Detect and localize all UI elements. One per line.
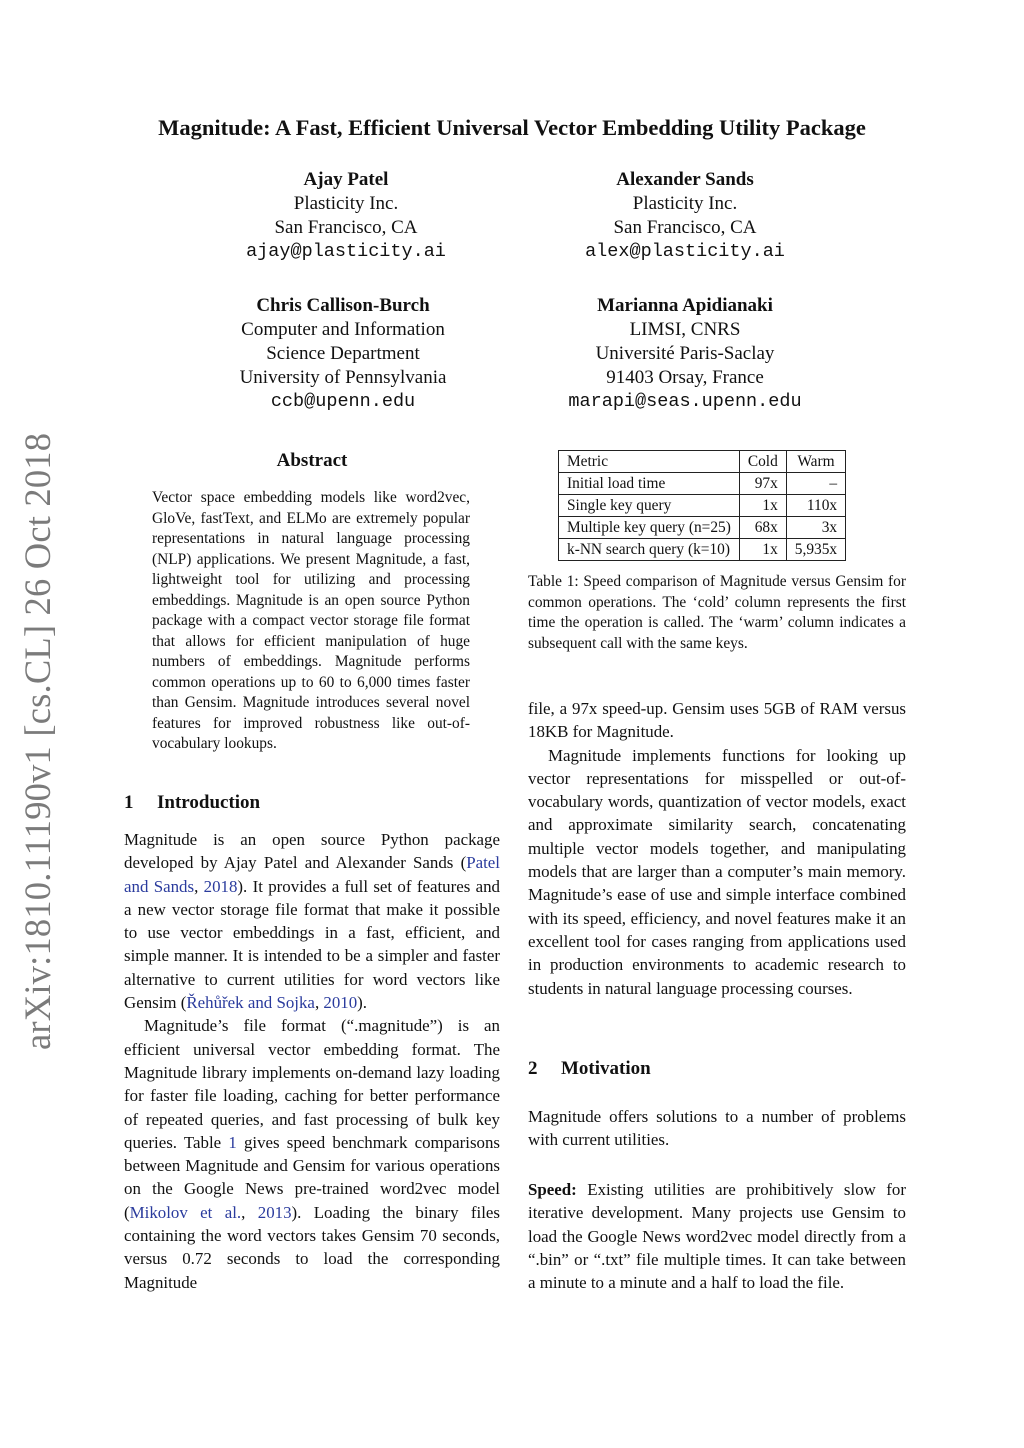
section-title: Motivation: [561, 1058, 651, 1079]
author-email: alex@plasticity.ai: [585, 241, 785, 262]
table-row: [559, 517, 846, 539]
table-row: [559, 539, 846, 561]
table-cell: Initial load time: [559, 473, 740, 495]
motivation-paragraph-1: Magnitude offers solutions to a number of problems with current utilities.: [528, 1107, 906, 1150]
table-header-cell: Warm: [786, 451, 845, 473]
table-cell: Single key query: [559, 495, 740, 517]
intro-paragraph-2-continued: file, a 97x speed-up. Gensim uses 5GB of RAM versus 18KB for Magnitude.: [528, 699, 906, 742]
author-name: Chris Callison-Burch: [256, 295, 430, 316]
text-run: ,: [194, 876, 204, 896]
paper-title: Magnitude: A Fast, Efficient Universal Vector Embedding Utility Package: [158, 115, 866, 140]
table-cell: 1x: [739, 495, 786, 517]
text-run: ,: [241, 1202, 258, 1222]
speed-label: Speed:: [528, 1180, 577, 1199]
citation-link[interactable]: Řehůřek and Sojka: [186, 993, 315, 1013]
author-affiliation: 91403 Orsay, France: [606, 367, 764, 388]
text-run: ). Loading the binary files containing the word vectors takes Gensim 70 seconds, versus 0.72 seconds to load the corresponding Magnitude: [124, 1202, 500, 1292]
author-affiliation: Computer and Information: [241, 319, 445, 340]
table-caption: Table 1: Speed comparison of Magnitude versus Gensim for common operations. The ‘cold’ column represents the first time the operation is called. The ‘warm’ column indicates a subsequent call with the same keys.: [528, 573, 906, 652]
citation-link[interactable]: Mikolov et al.: [129, 1202, 242, 1222]
author-name: Marianna Apidianaki: [597, 295, 773, 316]
citation-year-link[interactable]: 2010: [323, 993, 358, 1013]
motivation-speed-paragraph: [528, 1178, 906, 1294]
left-column-text: [124, 828, 500, 1294]
author-email: marapi@seas.upenn.edu: [568, 391, 802, 412]
author-affiliation: Plasticity Inc.: [293, 193, 399, 214]
table-cell: –: [786, 473, 845, 495]
author-email: ccb@upenn.edu: [270, 391, 416, 412]
citation-year-link[interactable]: 2013: [257, 1202, 292, 1222]
speed-comparison-table: [558, 450, 846, 561]
table-cell: 97x: [739, 473, 786, 495]
text-run: ,: [314, 993, 324, 1013]
section-title: Introduction: [157, 792, 261, 813]
author-affiliation: Université Paris-Saclay: [595, 343, 775, 364]
table-reference-link[interactable]: 1: [228, 1132, 237, 1152]
abstract-heading: Abstract: [276, 450, 348, 471]
table-cell: k-NN search query (k=10): [559, 539, 740, 561]
author-block-3: [173, 294, 513, 414]
author-block-2: [515, 168, 855, 264]
speed-text: Existing utilities are prohibitively slow for iterative development. Many projects use Gensim to load the Google News word2vec model directly from a “.bin” or “.txt” file multiple times. It can take between a minute to a minute and a half to load the file.: [528, 1180, 906, 1293]
citation-link[interactable]: Patel and Sands: [124, 853, 500, 896]
text-run: gives speed benchmark comparisons between Magnitude and Gensim for various operations on the Google News pre-trained word2vec model (: [124, 1132, 500, 1222]
author-block-4: [515, 294, 855, 414]
table-cell: 3x: [786, 517, 845, 539]
section-number: 2: [528, 1058, 538, 1079]
author-name: Alexander Sands: [616, 169, 754, 190]
section-heading-motivation: [528, 1058, 651, 1080]
author-affiliation: San Francisco, CA: [613, 217, 757, 238]
author-block-1: [176, 168, 516, 264]
author-affiliation: LIMSI, CNRS: [629, 319, 741, 340]
text-run: ). It provides a full set of features and a new vector storage file format that make it possible to use vector embeddings in a fast, efficient, and simple manner. It is intended to be a simpler and faster alternative to current utilities for word vectors like Gensim (: [124, 876, 500, 1013]
author-affiliation: University of Pennsylvania: [239, 367, 447, 388]
text-run: Magnitude is an open source Python package developed by Ajay Patel and Alexander Sands (: [124, 830, 500, 873]
text-run: Magnitude’s file format (“.magnitude”) is an efficient universal vector embedding format. The Magnitude library implements on-demand lazy loading for faster file loading, caching for better performance of repeated queries, and fast processing of bulk key queries. Table: [124, 1016, 500, 1152]
citation-year-link[interactable]: 2018: [203, 876, 238, 896]
table-row: [559, 473, 846, 495]
author-affiliation: San Francisco, CA: [274, 217, 418, 238]
intro-paragraph-1: [124, 828, 500, 1014]
author-affiliation: Science Department: [266, 343, 420, 364]
table-cell: 5,935x: [786, 539, 845, 561]
abstract-text: Vector space embedding models like word2vec, GloVe, fastText, and ELMo are extremely popular representations in natural language processing (NLP) applications. We present Magnitude, a fast, lightweight tool for utilizing and processing embeddings. Magnitude is an open source Python package with a compact vector storage file format that allows for efficient manipulation of huge numbers of embeddings. Magnitude performs common operations up to 60 to 6,000 times faster than Gensim. Magnitude introduces several novel features for improved robustness like out-of-vocabulary lookups.: [152, 489, 470, 752]
section-number: 1: [124, 792, 134, 813]
arxiv-identifier-stamp: arXiv:1810.11190v1 [cs.CL] 26 Oct 2018: [17, 432, 58, 1050]
text-run: ).: [357, 993, 368, 1013]
right-column-text: [528, 697, 906, 1000]
intro-paragraph-3: Magnitude implements functions for looking up vector representations for misspelled or out-of-vocabulary words, quantization of vector models, exact and approximate similarity search, concatenating multiple vector models together, and manipulating models that are larger than a computer’s main memory. Magnitude’s ease of use and simple interface combined with its speed, efficiency, and novel features make it an excellent tool for cases ranging from applications used in production environments to academic research to students in natural language processing courses.: [528, 745, 906, 998]
table-cell: 68x: [739, 517, 786, 539]
author-affiliation: Plasticity Inc.: [632, 193, 738, 214]
table-cell: Multiple key query (n=25): [559, 517, 740, 539]
author-name: Ajay Patel: [303, 169, 389, 190]
table-header-cell: Cold: [739, 451, 786, 473]
author-email: ajay@plasticity.ai: [246, 241, 446, 262]
table-cell: 1x: [739, 539, 786, 561]
table-row: [559, 495, 846, 517]
section-heading-introduction: [124, 792, 260, 814]
table-cell: 110x: [786, 495, 845, 517]
intro-paragraph-2: [124, 1014, 500, 1294]
table-header-cell: Metric: [559, 451, 740, 473]
table-header-row: [559, 451, 846, 473]
